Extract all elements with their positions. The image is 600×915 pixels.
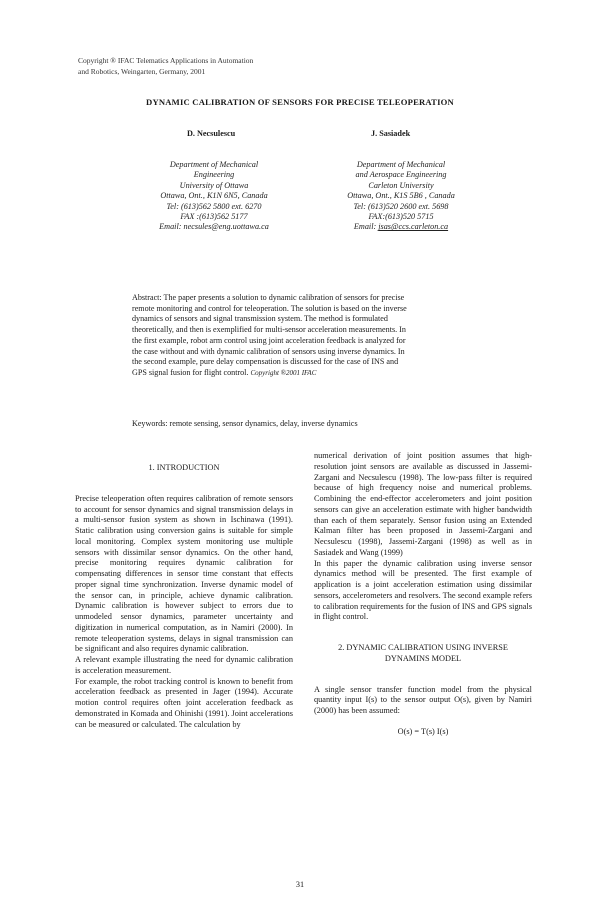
affiliation-line: Department of Mechanical — [169, 160, 259, 169]
copyright-line-2: and Robotics, Weingarten, Germany, 2001 — [78, 67, 206, 76]
abstract-line: theoretically, and then is exemplified for multi-sensor acceleration measurements. In — [132, 325, 406, 335]
paper-title: DYNAMIC CALIBRATION OF SENSORS FOR PRECISE TELEOPERATION — [146, 97, 454, 107]
paragraph: A single sensor transfer function model from the physical quantity input I(s) to the sensor output O(s), given by Namiri (2000) has been assumed: — [314, 684, 532, 715]
abstract-copyright: Copyright ®2001 IFAC — [250, 368, 317, 377]
abstract-line: the second example, pure delay compensation is discussed for the case of INS and — [132, 357, 399, 367]
section-2-heading-line-2: DYNAMINS MODEL — [384, 653, 462, 663]
paragraph: In this paper the dynamic calibration using inverse sensor dynamics method will be presented. The first example of application is a joint acceleration estimation using dissimilar sensors, accelerometers and resolvers. The second example refers to calibration requirements for the fusion of INS and GPS signals in flight control. — [314, 558, 532, 622]
page-number: 31 — [295, 880, 305, 889]
abstract-line: remote monitoring and control for teleoperation. The solution is based on the inverse — [132, 303, 407, 313]
affiliation-line: and Aerospace Engineering — [355, 170, 447, 180]
right-column — [314, 451, 532, 738]
author-name-2: J. Sasiadek — [371, 129, 411, 138]
abstract-line: Abstract: The paper presents a solution to dynamic calibration of sensors for precise — [132, 293, 405, 302]
affiliation-line: Tel: (613)562 5800 ext. 6270 — [166, 201, 262, 211]
affiliation-line: FAX:(613)520 5715 — [368, 212, 434, 222]
affiliation-line: University of Ottawa — [179, 180, 249, 190]
affiliation-line: FAX :(613)562 5177 — [180, 212, 248, 222]
email-line-1 — [119, 222, 309, 232]
affiliation-line: Department of Mechanical — [356, 160, 446, 169]
abstract-line: dynamics of sensors and signal transmission system. The method is formulated — [132, 314, 388, 324]
paragraph: A relevant example illustrating the need for dynamic calibration is acceleration measurement. — [75, 655, 293, 675]
equation: O(s) = T(s) I(s) — [397, 726, 449, 736]
email-label: Email: — [353, 222, 379, 232]
abstract-last-line — [132, 368, 472, 379]
paragraph: For example, the robot tracking control is known to benefit from acceleration feedback as presented in Jager (1994). Accurate motion control requires often joint acceleration feedback as demonstrated in Komada and Ohinishi (1991). Joint accelerations can be measured or calculated. The calculation by — [75, 676, 293, 729]
abstract-line: the first example, robot arm control using joint acceleration feedback is analyzed for — [132, 335, 406, 345]
section-1-heading: 1. INTRODUCTION — [148, 463, 220, 472]
left-column — [75, 463, 293, 730]
affiliation-line: Engineering — [193, 170, 235, 180]
affiliation-line: Tel: (613)520 2600 ext. 5698 — [353, 201, 449, 211]
affiliation-line: Ottawa, Ont., K1S 5B6 , Canada — [347, 191, 455, 201]
heading-spacer — [314, 665, 532, 685]
heading-spacer — [314, 623, 532, 643]
affiliation-line: Ottawa, Ont., K1N 6N5, Canada — [160, 191, 268, 201]
abstract — [132, 293, 472, 379]
abstract-line: GPS signal fusion for flight control. — [132, 367, 249, 377]
email-address-2[interactable]: jsas@ccs.carleton.ca — [378, 222, 449, 232]
equation-spacer — [314, 717, 532, 727]
paragraph: numerical derivation of joint position assumes that high-resolution joint sensors are available as discussed in Jassemi-Zargani and Necsulescu (1998). The low-pass filter is required because of high frequency noise and numerical problems. Combining the end-effector accelerometers and joint position sensors can give an acceleration estimate with higher bandwidth than each of them separately. Sensor fusion using an Extended Kalman filter has been proposed in Jassemi-Zargani and Necsulescu (1998), Jassemi-Zargani (1998) as well as in Sasiadek and Wang (1999) — [314, 451, 532, 557]
email-address-1[interactable]: necsules@eng.uottawa.ca — [183, 222, 269, 232]
copyright-notice — [78, 55, 378, 77]
author-name-1: D. Necsulescu — [187, 129, 236, 138]
heading-spacer — [75, 474, 293, 494]
copyright-line-1: Copyright ® IFAC Telematics Applications in Automation — [78, 56, 254, 65]
author-affiliation-2 — [306, 160, 496, 233]
paragraph: Precise teleoperation often requires calibration of remote sensors to account for sensor dynamics and signal transmission delays in a multi-sensor fusion system as shown in Ischinawa (1991). Static calibration using conversion gains is suitable for simple local monitoring. Complex system monitoring use multiple sensors with dissimilar sensor dynamics. On the other hand, precise monitoring requires dynamic calibration for compensating differences in sensor time constant that effects proper signal time synchronization. Inverse dynamic model of the sensor can, in principle, achieve dynamic calibration. Dynamic calibration is however subject to errors due to unmodeled sensor dynamics, parameter uncertainty and digitization in numerical computation, as in Namiri (2000). In remote teleoperation systems, delays in signal transmission can be significant and also requires dynamic calibration. — [75, 493, 293, 654]
email-line-2 — [306, 222, 496, 232]
section-2-heading-line-1: 2. DYNAMIC CALIBRATION USING INVERSE — [338, 643, 508, 652]
email-label: Email: — [159, 222, 184, 232]
keywords: Keywords: remote sensing, sensor dynamics, delay, inverse dynamics — [132, 419, 358, 428]
abstract-line: the case without and with dynamic calibration of sensors using inverse dynamics. In — [132, 346, 405, 356]
author-affiliation-1 — [119, 160, 309, 233]
affiliation-line: Carleton University — [368, 180, 434, 190]
